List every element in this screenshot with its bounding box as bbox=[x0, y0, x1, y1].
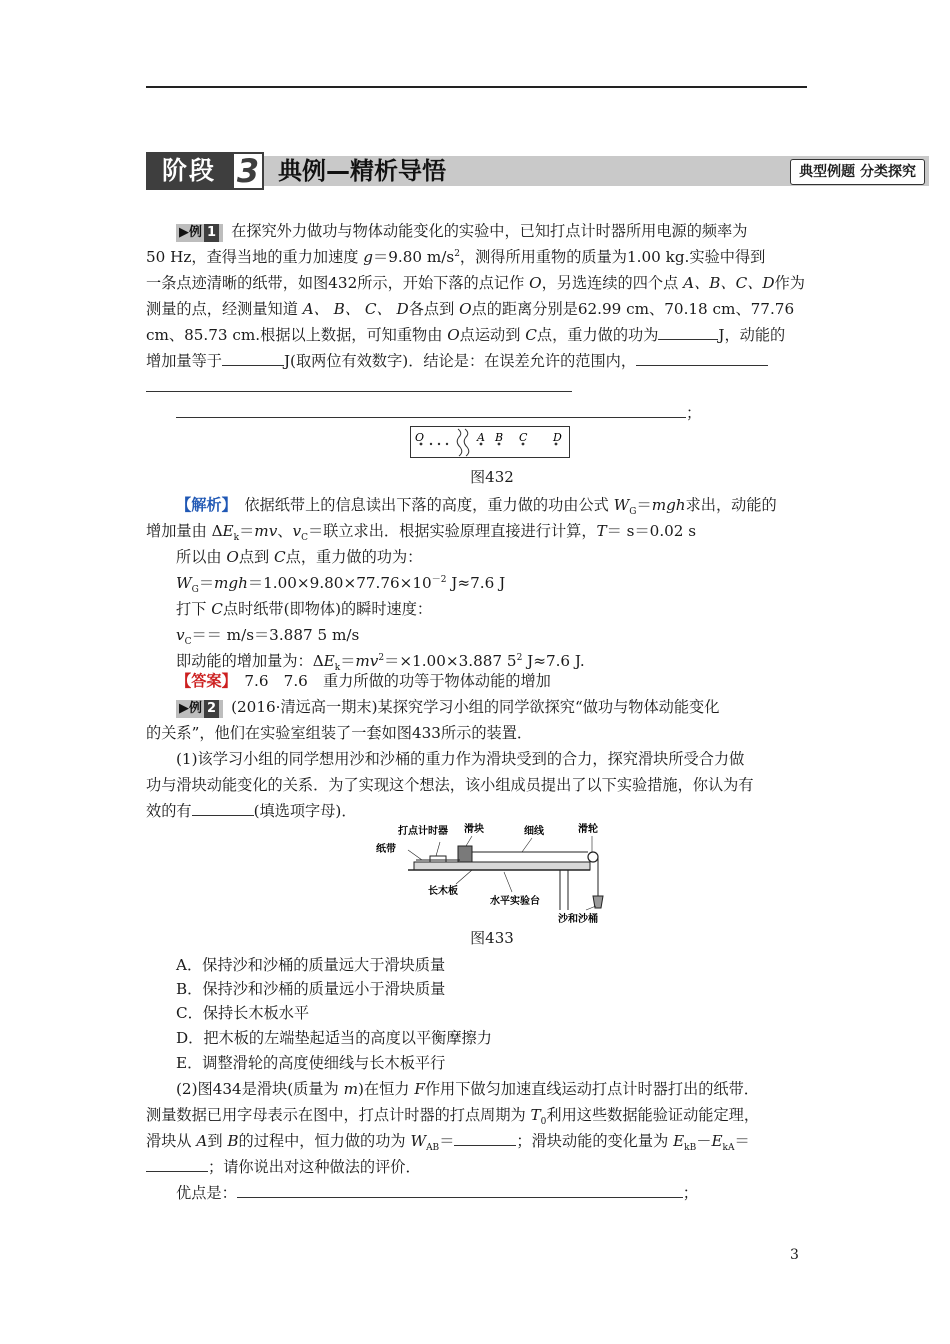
slider bbox=[458, 846, 472, 862]
answer-blank[interactable] bbox=[176, 401, 686, 418]
section-label: 阶段 bbox=[146, 152, 232, 190]
timer bbox=[430, 856, 446, 862]
tape-label-A: A bbox=[477, 431, 485, 444]
question2-line4: ；请你说出对这种做法的评价． bbox=[146, 1154, 421, 1180]
page-number: 3 bbox=[790, 1247, 799, 1263]
answer-blank[interactable] bbox=[237, 1181, 683, 1198]
example1-line4: 测量的点，经测量知道 A、 B、 C、 D各点到 O点的距离分别是62.99 cm、70.18 cm、77.76 bbox=[146, 300, 795, 318]
header-rule bbox=[146, 86, 807, 88]
analysis-line4: $W_G=mgh=1.00\times 9.80\times 77.76\times 10^{-2}$ J≈7.6 J bbox=[176, 574, 506, 596]
answer-blank[interactable] bbox=[192, 799, 254, 816]
example1-line3: 一条点迹清晰的纸带，如图432所示，开始下落的点记作 O，另选连续的四个点 A、B、C、D作为 bbox=[146, 274, 805, 292]
example1-tag: ▶例 1 bbox=[176, 224, 223, 242]
leader-line bbox=[522, 838, 532, 852]
tape-label-O: O bbox=[415, 431, 425, 444]
example1-line7 bbox=[146, 374, 572, 400]
answer-blank[interactable] bbox=[146, 375, 572, 392]
text: 在探究外力做功与物体动能变化的实验中，已知打点计时器所用电源的频率为 bbox=[231, 222, 748, 240]
analysis-line1: 【解析】 依据纸带上的信息读出下落的高度，重力做的功由公式 $W_G=mgh$求出，动能的 bbox=[176, 496, 777, 518]
section-tag: 典型例题 分类探究 bbox=[790, 159, 925, 185]
label-timer: 打点计时器 bbox=[398, 826, 448, 837]
example2-q1-line2: 功与滑块动能变化的关系．为了实现这个想法，该小组成员提出了以下实验措施，你认为有 bbox=[146, 776, 754, 794]
leader-line bbox=[456, 870, 472, 884]
figure-433-apparatus bbox=[372, 818, 612, 930]
answer-text: 7.6 7.6 重力所做的功等于物体动能的增加 bbox=[244, 672, 551, 690]
example-label: 例 bbox=[189, 225, 203, 240]
option-b[interactable]: B．保持沙和沙桶的质量远小于滑块质量 bbox=[176, 980, 446, 998]
leader-line bbox=[408, 850, 422, 860]
example1-line8: ； bbox=[176, 400, 701, 426]
answer-line bbox=[176, 668, 551, 694]
section-title: 典例—精析导悟 bbox=[278, 157, 446, 185]
tape-dot bbox=[446, 443, 448, 445]
option-c[interactable]: C．保持长木板水平 bbox=[176, 1004, 310, 1022]
figure-432-caption: 图432 bbox=[470, 468, 514, 486]
leader-line bbox=[466, 836, 472, 846]
tape-label-B: B bbox=[495, 431, 504, 444]
question2-merit: 优点是： ； bbox=[176, 1180, 698, 1206]
answer-label: 【答案】 bbox=[176, 672, 230, 690]
analysis-line5: 打下 C点时纸带(即物体)的瞬时速度： bbox=[176, 600, 433, 618]
example-number: 1 bbox=[204, 224, 219, 242]
label-pulley: 滑轮 bbox=[578, 824, 598, 835]
figure-432-tape bbox=[410, 426, 570, 458]
leader-line bbox=[436, 842, 440, 856]
example1-line5: cm、85.73 cm.根据以上数据，可知重物由 O点运动到 C点，重力做的功为 J，动能的 bbox=[146, 322, 785, 348]
label-table: 水平实验台 bbox=[490, 896, 540, 907]
tape-break-left bbox=[457, 429, 462, 456]
example-number: 2 bbox=[204, 700, 219, 718]
tape-label-D: D bbox=[553, 431, 562, 444]
example1-line2: 50 Hz，查得当地的重力加速度 g＝9.80 $m/s^2$，测得所用重物的质量为1.00 kg.实验中得到 bbox=[146, 248, 766, 266]
label-tape: 纸带 bbox=[376, 844, 396, 855]
answer-blank[interactable] bbox=[222, 349, 284, 366]
question2-line1: (2)图434是滑块(质量为 m)在恒力 F作用下做匀加速直线运动打点计时器打出的纸带． bbox=[176, 1080, 759, 1098]
example2-q1-line1: (1)该学习小组的同学想用沙和沙桶的重力作为滑块受到的合力，探究滑块所受合力做 bbox=[176, 750, 745, 768]
example-label: 例 bbox=[189, 701, 203, 716]
tape-label-C: C bbox=[519, 431, 528, 444]
example2-line2: 的关系”，他们在实验室组装了一套如图433所示的装置． bbox=[146, 724, 533, 742]
section-banner bbox=[146, 152, 929, 190]
example2-q1-line3: 效的有 (填选项字母)． bbox=[146, 798, 357, 824]
example2-line1: ▶例 2 (2016·清远高一期末)某探究学习小组的同学欲探究“做功与物体动能变化 bbox=[176, 694, 719, 720]
tape-dot bbox=[438, 443, 440, 445]
tape-dot bbox=[430, 443, 432, 445]
section-number: 3 bbox=[232, 152, 264, 190]
pulley bbox=[588, 852, 598, 862]
long-board bbox=[414, 862, 590, 870]
label-bucket: 沙和沙桶 bbox=[558, 914, 598, 925]
label-string: 细线 bbox=[524, 826, 544, 837]
answer-blank[interactable] bbox=[454, 1129, 516, 1146]
example1-line6: 增加量等于 J(取两位有效数字)．结论是：在误差允许的范围内， bbox=[146, 348, 768, 374]
label-board: 长木板 bbox=[428, 886, 458, 897]
analysis-line2: 增加量由 $\Delta E_k=mv$、$v_C=$联立求出．根据实验原理直接进行计算，T＝ s＝0.02 s bbox=[146, 522, 697, 544]
example1-line1 bbox=[176, 218, 747, 244]
bucket bbox=[593, 896, 603, 908]
analysis-line7: 即动能的增加量为：$\Delta E_k=mv^2=\times 1.00\times 3.887$ $5^2$ J≈7.6 J. bbox=[176, 652, 585, 674]
analysis-label: 【解析】 bbox=[176, 496, 230, 514]
answer-blank[interactable] bbox=[658, 323, 718, 340]
label-slider: 滑块 bbox=[464, 824, 484, 835]
analysis-line3: 所以由 O点到 C点，重力做的功为： bbox=[176, 548, 423, 566]
answer-blank[interactable] bbox=[146, 1155, 208, 1172]
example2-tag: ▶例 2 bbox=[176, 700, 223, 718]
option-d[interactable]: D．把木板的左端垫起适当的高度以平衡摩擦力 bbox=[176, 1029, 492, 1047]
leader-line bbox=[504, 872, 512, 892]
tape-break-right bbox=[464, 429, 469, 456]
analysis-line6: $v_C== m/s=3.887$ 5 m/s bbox=[176, 626, 360, 648]
answer-blank[interactable] bbox=[636, 349, 768, 366]
question2-line2: 测量数据已用字母表示在图中，打点计时器的打点周期为 $T_0$利用这些数据能验证动能定理， bbox=[146, 1106, 760, 1128]
option-a[interactable]: A．保持沙和沙桶的质量远大于滑块质量 bbox=[176, 956, 446, 974]
figure-433-caption: 图433 bbox=[470, 929, 514, 947]
question2-line3: 滑块从 A到 B的过程中，恒力做的功为 $W_{AB}=$ ；滑块动能的变化量为 $E_{kB}-E_{kA}=$ bbox=[146, 1128, 750, 1154]
option-e[interactable]: E．调整滑轮的高度使细线与长木板平行 bbox=[176, 1054, 446, 1072]
